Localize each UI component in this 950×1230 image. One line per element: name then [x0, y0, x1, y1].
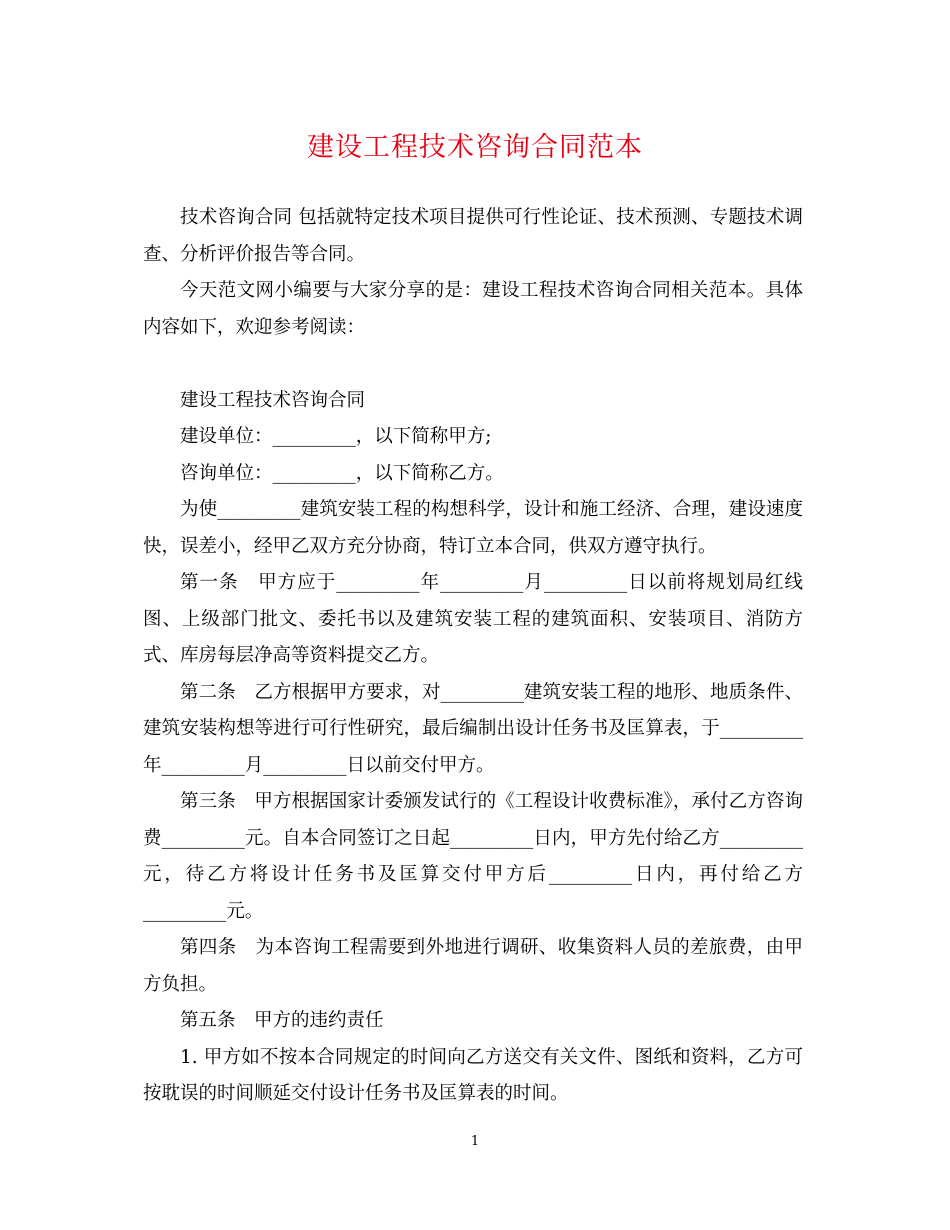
preamble-paragraph: 为使_________建筑安装工程的构想科学，设计和施工经济、合理，建设速度快，误差小，经甲乙双方充分协商，特订立本合同，供双方遵守执行。 — [143, 499, 803, 557]
document-body — [143, 200, 803, 1113]
party-a-line: 建设单位：_________，以下简称甲方; — [180, 426, 492, 447]
intro-paragraph: 技术咨询合同 包括就特定技术项目提供可行性论证、技术预测、专题技术调查、分析评价报告等合同。 — [143, 207, 803, 265]
contract-heading: 建设工程技术咨询合同 — [180, 389, 366, 411]
intro-paragraph: 今天范文网小编要与大家分享的是：建设工程技术咨询合同相关范本。具体内容如下，欢迎参考阅读： — [143, 280, 803, 338]
blank-line — [143, 346, 803, 383]
article-3: 第三条 甲方根据国家计委颁发试行的《工程设计收费标准》，承付乙方咨询费_________元。自本合同签订之日起_________日内，甲方先付给乙方_________元，待乙方将设计任务书及匡算交付甲方后_________日内，再付给乙方_________元。 — [143, 791, 803, 922]
document-title: 建设工程技术咨询合同范本 — [307, 132, 643, 163]
article-4: 第四条 为本咨询工程需要到外地进行调研、收集资料人员的差旅费，由甲方负担。 — [143, 937, 803, 995]
article-5-heading: 第五条 甲方的违约责任 — [180, 1010, 384, 1031]
page-number: 1 — [470, 1134, 480, 1149]
article-1: 第一条 甲方应于_________年_________月_________日以前将规划局红线图、上级部门批文、委托书以及建筑安装工程的建筑面积、安装项目、消防方式、库房每层净高等资料提交乙方。 — [143, 572, 803, 666]
article-2: 第二条 乙方根据甲方要求，对_________建筑安装工程的地形、地质条件、建筑安装构想等进行可行性研究，最后编制出设计任务书及匡算表，于_________年_________月_________日以前交付甲方。 — [143, 681, 803, 776]
party-b-line: 咨询单位：_________，以下简称乙方。 — [180, 462, 504, 484]
article-5-item-1: 1. 甲方如不按本合同规定的时间向乙方送交有关文件、图纸和资料，乙方可按耽误的时间顺延交付设计任务书及匡算表的时间。 — [143, 1046, 803, 1104]
